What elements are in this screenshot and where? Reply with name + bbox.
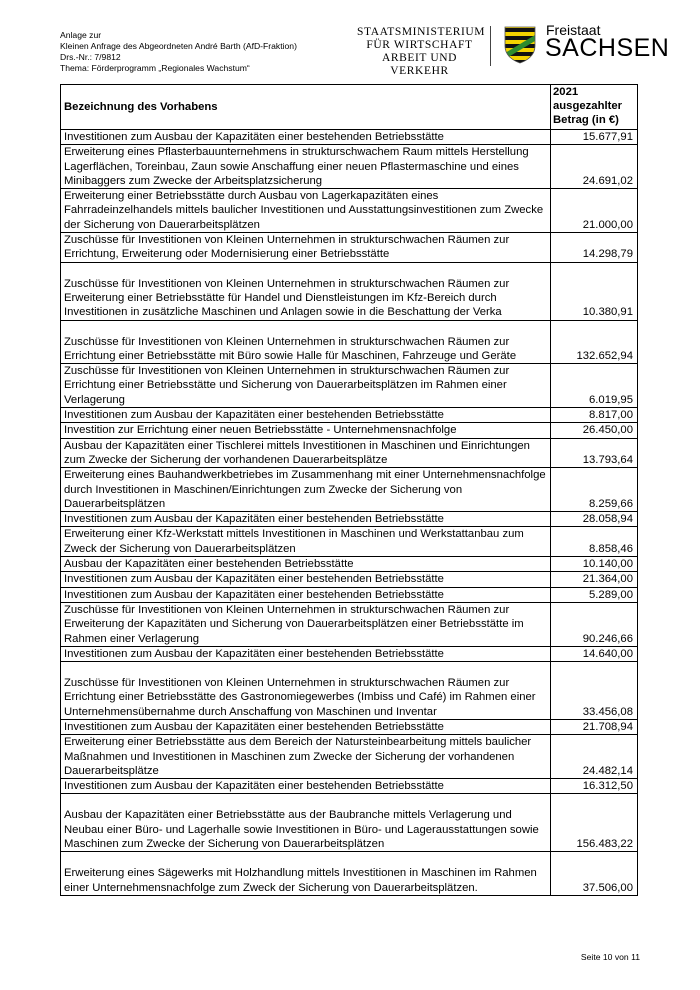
paid-amount: 16.312,50	[551, 779, 638, 794]
table-row	[61, 262, 638, 320]
table-row	[61, 527, 638, 557]
paid-amount: 8.858,46	[551, 527, 638, 557]
saxony-crest-icon	[504, 26, 536, 64]
paid-amount: 14.298,79	[551, 233, 638, 263]
state-label-large: SACHSEN	[545, 34, 670, 62]
paid-amount: 21.000,00	[551, 189, 638, 233]
paid-amount: 8.817,00	[551, 408, 638, 423]
project-description: Zuschüsse für Investitionen von Kleinen Unternehmen in strukturschwachen Räumen zur Errichtung einer Betriebsstätte des Gastronomiegewerbes (Imbiss und Café) im Rahmen einer Unternehmensübernahme durch Anschaffung von Maschinen und Inventar	[61, 662, 551, 720]
column-header-paid: ausgezahlter	[553, 100, 623, 112]
project-description: Investitionen zum Ausbau der Kapazitäten einer bestehenden Betriebsstätte	[61, 646, 551, 661]
logo-divider	[490, 26, 491, 66]
paid-amount: 24.482,14	[551, 735, 638, 779]
project-description: Zuschüsse für Investitionen von Kleinen Unternehmen in strukturschwachen Räumen zur Errichtung, Erweiterung oder Modernisierung einer Betriebsstätte	[61, 233, 551, 263]
state-label-small: Freistaat	[546, 22, 601, 38]
project-description: Ausbau der Kapazitäten einer bestehenden Betriebsstätte	[61, 557, 551, 572]
paid-amount: 10.380,91	[551, 262, 638, 320]
project-description: Erweiterung einer Betriebsstätte aus dem Bereich der Natursteinbearbeitung mittels baulicher Maßnahmen und Investitionen in Maschinen zum Zwecke der Sicherung der vorhandenen Dauerarbeitsplätze	[61, 735, 551, 779]
paid-amount: 26.450,00	[551, 423, 638, 438]
paid-amount: 10.140,00	[551, 557, 638, 572]
document-header-left	[60, 30, 297, 74]
table-row	[61, 189, 638, 233]
table-row	[61, 408, 638, 423]
table-row	[61, 602, 638, 646]
paid-amount: 8.259,66	[551, 468, 638, 512]
page-number: Seite 10 von 11	[580, 952, 640, 962]
paid-amount: 21.364,00	[551, 572, 638, 587]
table-row	[61, 468, 638, 512]
project-description: Zuschüsse für Investitionen von Kleinen Unternehmen in strukturschwachen Räumen zur Errichtung einer Betriebsstätte und Sicherung von Dauerarbeitsplätzen im Rahmen einer Verlagerung	[61, 364, 551, 408]
table-row	[61, 557, 638, 572]
table-row	[61, 735, 638, 779]
project-description: Investitionen zum Ausbau der Kapazitäten einer bestehenden Betriebsstätte	[61, 587, 551, 602]
header-line-inquiry: Kleinen Anfrage des Abgeordneten André Barth (AfD-Fraktion)	[60, 41, 297, 51]
paid-amount: 21.708,94	[551, 719, 638, 734]
table-row	[61, 794, 638, 852]
project-description: Investitionen zum Ausbau der Kapazitäten einer bestehenden Betriebsstätte	[61, 572, 551, 587]
column-header-description: Bezeichnung des Vorhabens	[61, 85, 551, 130]
table-row	[61, 852, 638, 896]
table-row	[61, 233, 638, 263]
paid-amount: 37.506,00	[551, 852, 638, 896]
project-description: Investitionen zum Ausbau der Kapazitäten einer bestehenden Betriebsstätte	[61, 779, 551, 794]
paid-amount: 90.246,66	[551, 602, 638, 646]
table-row	[61, 587, 638, 602]
column-header-amount	[551, 85, 638, 130]
header-line-annex: Anlage zur	[60, 30, 102, 40]
table-row	[61, 320, 638, 364]
project-description: Ausbau der Kapazitäten einer Betriebsstätte aus der Baubranche mittels Verlagerung und Neubau einer Büro- und Lagerhalle sowie Investitionen in Büro- und Lagerausstattungen sowie Maschinen zum Zwecke der Sicherung von Dauerarbeitsplätzen	[61, 794, 551, 852]
project-description: Zuschüsse für Investitionen von Kleinen Unternehmen in strukturschwachen Räumen zur Errichtung einer Betriebsstätte mit Büro sowie Halle für Maschinen, Fahrzeuge und Geräte	[61, 320, 551, 364]
paid-amount: 28.058,94	[551, 512, 638, 527]
project-description: Ausbau der Kapazitäten einer Tischlerei mittels Investitionen in Maschinen und Einrichtungen zum Zwecke der Sicherung der vorhandenen Dauerarbeitsplätze	[61, 438, 551, 468]
project-description: Erweiterung einer Kfz-Werkstatt mittels Investitionen in Maschinen und Werkstattanbau zum Zweck der Sicherung von Dauerarbeitsplätzen	[61, 527, 551, 557]
table-row	[61, 423, 638, 438]
header-line-topic: Thema: Förderprogramm „Regionales Wachstum“	[60, 63, 250, 73]
table-row	[61, 364, 638, 408]
ministry-logo-text	[357, 26, 486, 78]
table-row	[61, 662, 638, 720]
project-description: Investition zur Errichtung einer neuen Betriebsstätte - Unternehmensnachfolge	[61, 423, 551, 438]
paid-amount: 24.691,02	[551, 145, 638, 189]
project-description: Zuschüsse für Investitionen von Kleinen Unternehmen in strukturschwachen Räumen zur Erweiterung einer Betriebsstätte für Handel und Dienstleistungen im Kfz-Bereich durch Investitionen in zusätzliche Maschinen und Anlagen sowie in die Beschattung der Verka	[61, 262, 551, 320]
project-description: Erweiterung eines Sägewerks mit Holzhandlung mittels Investitionen in Maschinen im Rahmen einer Unternehmensnachfolge zum Zweck der Sicherung von Dauerarbeitsplätzen.	[61, 852, 551, 896]
table-row	[61, 719, 638, 734]
paid-amount: 6.019,95	[551, 364, 638, 408]
header-line-drs-nr: Drs.-Nr.: 7/9812	[60, 52, 121, 62]
funding-table	[60, 84, 638, 896]
project-description: Erweiterung eines Pflasterbauunternehmens in strukturschwachem Raum mittels Herstellung Lagerflächen, Toreinbau, Zaun sowie Anschaffung einer neuen Pflastermaschine und eines Minibaggers zum Zwecke der Arbeitsplatzsicherung	[61, 145, 551, 189]
project-description: Investitionen zum Ausbau der Kapazitäten einer bestehenden Betriebsstätte	[61, 512, 551, 527]
table-row	[61, 130, 638, 145]
column-header-year: 2021	[553, 86, 579, 98]
paid-amount: 5.289,00	[551, 587, 638, 602]
ministry-line-2: FÜR WIRTSCHAFT	[366, 39, 473, 51]
project-description: Erweiterung eines Bauhandwerkbetriebes im Zusammenhang mit einer Unternehmensnachfolge durch Investitionen in Maschinen/Einrichtungen zum Zwecke der Sicherung von Dauerarbeitsplätzen	[61, 468, 551, 512]
table-body	[61, 130, 638, 896]
table-header-row	[61, 85, 638, 130]
paid-amount: 15.677,91	[551, 130, 638, 145]
column-header-unit: Betrag (in €)	[553, 114, 619, 126]
project-description: Zuschüsse für Investitionen von Kleinen Unternehmen in strukturschwachen Räumen zur Erweiterung der Kapazitäten und Sicherung von Dauerarbeitsplätzen einer Betriebsstätte im Rahmen einer Verlagerung	[61, 602, 551, 646]
ministry-line-1: STAATSMINISTERIUM	[357, 26, 486, 38]
table-row	[61, 779, 638, 794]
paid-amount: 156.483,22	[551, 794, 638, 852]
paid-amount: 132.652,94	[551, 320, 638, 364]
table-row	[61, 145, 638, 189]
table-row	[61, 572, 638, 587]
paid-amount: 14.640,00	[551, 646, 638, 661]
paid-amount: 13.793,64	[551, 438, 638, 468]
table-row	[61, 512, 638, 527]
ministry-line-3: ARBEIT UND VERKEHR	[381, 52, 458, 77]
paid-amount: 33.456,08	[551, 662, 638, 720]
table-row	[61, 646, 638, 661]
table-row	[61, 438, 638, 468]
project-description: Erweiterung einer Betriebsstätte durch Ausbau von Lagerkapazitäten eines Fahrradeinzelhandels mittels baulicher Investitionen und Ausstattungsinvestitionen zum Zwecke der Sicherung von Dauerarbeitsplätzen	[61, 189, 551, 233]
project-description: Investitionen zum Ausbau der Kapazitäten einer bestehenden Betriebsstätte	[61, 130, 551, 145]
project-description: Investitionen zum Ausbau der Kapazitäten einer bestehenden Betriebsstätte	[61, 719, 551, 734]
project-description: Investitionen zum Ausbau der Kapazitäten einer bestehenden Betriebsstätte	[61, 408, 551, 423]
